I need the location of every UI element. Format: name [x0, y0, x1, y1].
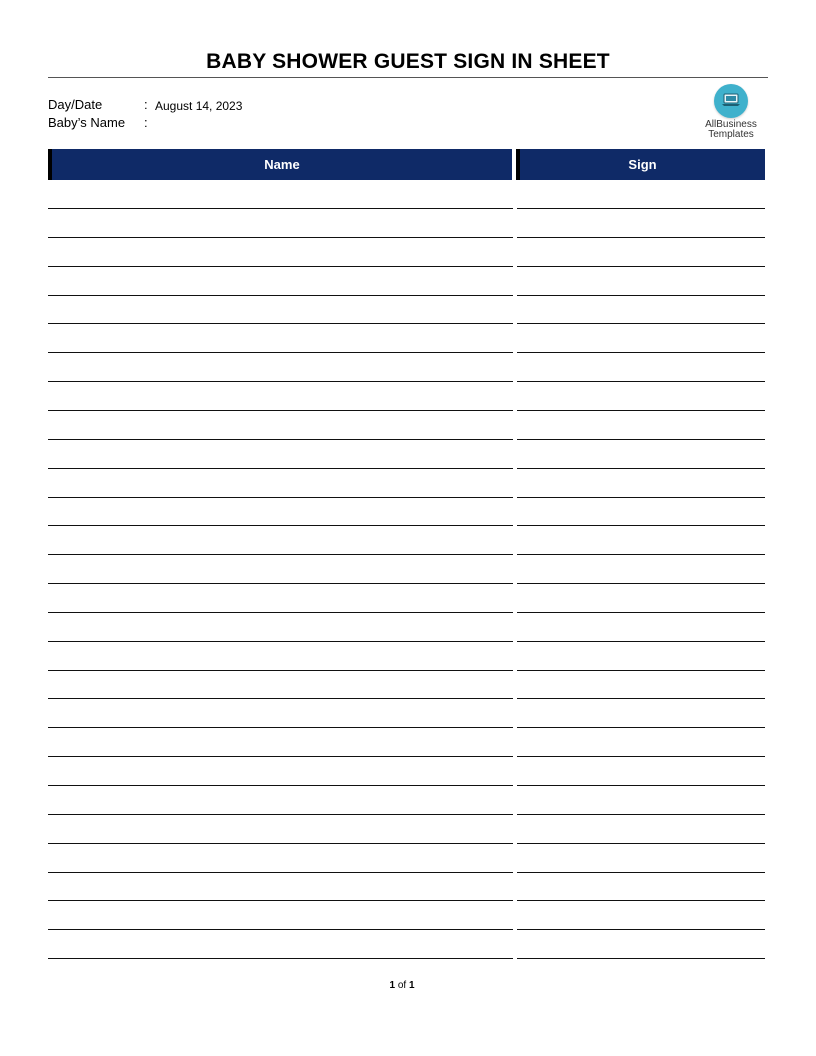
- sign-cell[interactable]: [517, 526, 765, 555]
- page-title: BABY SHOWER GUEST SIGN IN SHEET: [206, 50, 610, 73]
- page-total: 1: [408, 980, 415, 991]
- field-colon: :: [144, 115, 148, 130]
- sign-cell[interactable]: [517, 411, 765, 440]
- name-cell[interactable]: [48, 353, 513, 382]
- name-cell[interactable]: [48, 930, 513, 959]
- sign-cell[interactable]: [517, 728, 765, 757]
- name-cell[interactable]: [48, 786, 513, 815]
- column-header-sign: Sign: [520, 149, 765, 180]
- name-cell[interactable]: [48, 901, 513, 930]
- sign-cell[interactable]: [517, 324, 765, 353]
- sign-cell[interactable]: [517, 238, 765, 267]
- name-cell[interactable]: [48, 555, 513, 584]
- sign-cell[interactable]: [517, 815, 765, 844]
- name-cell[interactable]: [48, 180, 513, 209]
- sign-cell[interactable]: [517, 670, 765, 699]
- name-cell[interactable]: [48, 699, 513, 728]
- field-value[interactable]: August 14, 2023: [155, 99, 243, 113]
- name-cell[interactable]: [48, 295, 513, 324]
- name-cell[interactable]: [48, 728, 513, 757]
- name-cell[interactable]: [48, 844, 513, 873]
- field-label: Baby’s Name: [48, 115, 126, 130]
- name-cell[interactable]: [48, 815, 513, 844]
- name-cell[interactable]: [48, 267, 513, 296]
- name-cell[interactable]: [48, 411, 513, 440]
- laptop-icon: [714, 84, 748, 118]
- name-cell[interactable]: [48, 382, 513, 411]
- name-cell[interactable]: [48, 872, 513, 901]
- sign-cell[interactable]: [517, 469, 765, 498]
- name-cell[interactable]: [48, 209, 513, 238]
- brand-logo: [698, 84, 764, 140]
- sign-cell[interactable]: [517, 497, 765, 526]
- name-cell[interactable]: [48, 613, 513, 642]
- logo-text-line1: AllBusiness: [705, 119, 757, 130]
- name-cell[interactable]: [48, 469, 513, 498]
- sign-cell[interactable]: [517, 180, 765, 209]
- page-number: [0, 980, 804, 991]
- sign-cell[interactable]: [517, 642, 765, 671]
- sign-cell[interactable]: [517, 872, 765, 901]
- sign-cell[interactable]: [517, 382, 765, 411]
- title-divider: [48, 77, 768, 78]
- page-of-label: of: [397, 980, 407, 991]
- name-cell[interactable]: [48, 526, 513, 555]
- logo-text-line2: Templates: [708, 129, 754, 140]
- sign-cell[interactable]: [517, 353, 765, 382]
- name-cell[interactable]: [48, 324, 513, 353]
- sign-cell[interactable]: [517, 757, 765, 786]
- name-cell[interactable]: [48, 497, 513, 526]
- sign-cell[interactable]: [517, 295, 765, 324]
- sign-cell[interactable]: [517, 699, 765, 728]
- name-cell[interactable]: [48, 670, 513, 699]
- field-label: Day/Date: [48, 97, 103, 112]
- sign-cell[interactable]: [517, 930, 765, 959]
- field-colon: :: [144, 97, 148, 112]
- sign-cell[interactable]: [517, 584, 765, 613]
- sign-cell[interactable]: [517, 555, 765, 584]
- sign-cell[interactable]: [517, 440, 765, 469]
- name-cell[interactable]: [48, 757, 513, 786]
- sign-cell[interactable]: [517, 786, 765, 815]
- sign-cell[interactable]: [517, 209, 765, 238]
- sign-cell[interactable]: [517, 267, 765, 296]
- name-cell[interactable]: [48, 642, 513, 671]
- name-cell[interactable]: [48, 440, 513, 469]
- name-cell[interactable]: [48, 584, 513, 613]
- sign-cell[interactable]: [517, 613, 765, 642]
- name-cell[interactable]: [48, 238, 513, 267]
- sign-cell[interactable]: [517, 844, 765, 873]
- column-header-name: Name: [52, 149, 512, 180]
- sign-cell[interactable]: [517, 901, 765, 930]
- page-current: 1: [389, 980, 396, 991]
